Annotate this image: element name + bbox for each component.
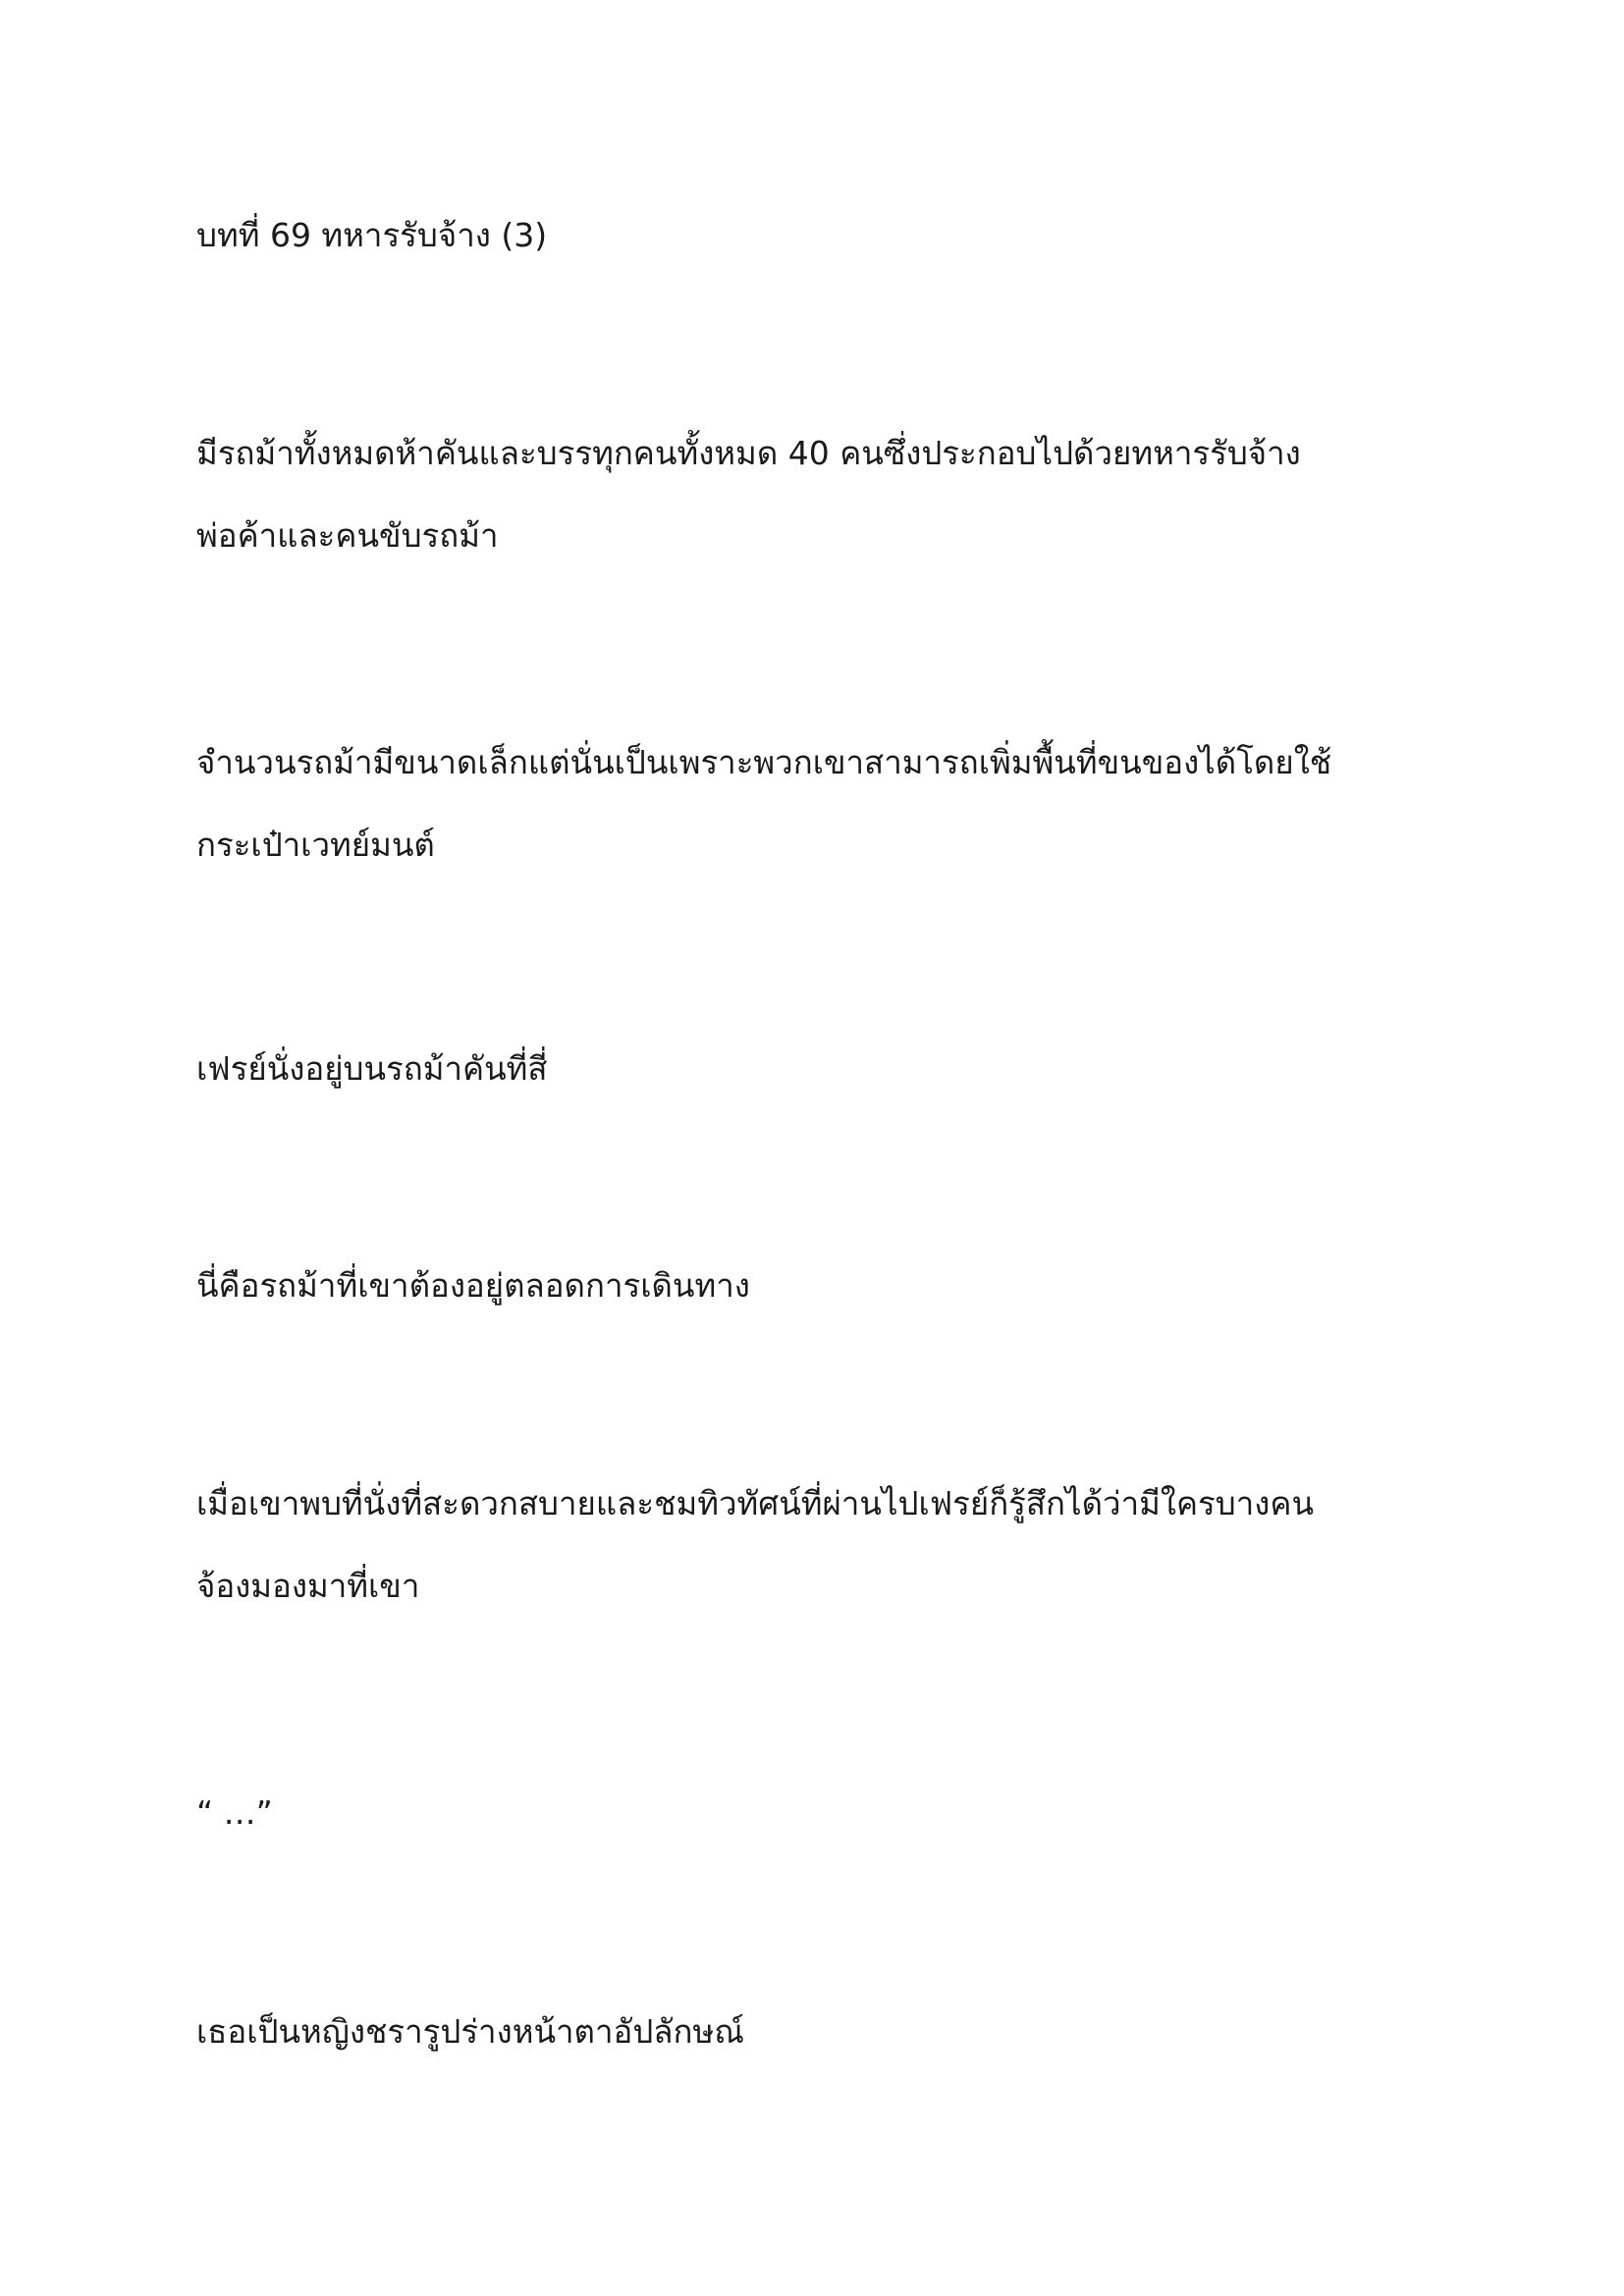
paragraph-4 xyxy=(196,1245,1404,1327)
paragraph-5 xyxy=(196,1463,1404,1628)
paragraph-line: เมื่อเขาพบที่นั่งที่สะดวกสบายและชมทิวทัศน์ที่ผ่านไปเฟรย์ก็รู้สึกได้ว่ามีใครบางคน xyxy=(196,1484,1315,1522)
paragraph-3 xyxy=(196,1028,1404,1110)
paragraph-line: พ่อค้าและคนขับรถม้า xyxy=(196,516,499,555)
paragraph-line: นี่คือรถม้าที่เขาต้องอยู่ตลอดการเดินทาง xyxy=(196,1266,750,1305)
chapter-title xyxy=(196,194,1404,277)
paragraph-6-ellipsis-quote xyxy=(196,1772,1404,1854)
paragraph-line: มีรถม้าทั้งหมดห้าคันและบรรทุกคนทั้งหมด 40 คนซึ่งประกอบไปด้วยทหารรับจ้าง xyxy=(196,434,1301,472)
paragraph-line: “ …” xyxy=(196,1793,273,1832)
paragraph-7 xyxy=(196,1991,1404,2073)
paragraph-line: กระเป๋าเวทย์มนต์ xyxy=(196,826,435,864)
paragraph-line: เฟรย์นั่งอยู่บนรถม้าคันที่สี่ xyxy=(196,1049,548,1088)
chapter-title-text: บทที่ 69 ทหารรับจ้าง (3) xyxy=(196,216,548,254)
paragraph-line: เธอเป็นหญิงชรารูปร่างหน้าตาอัปลักษณ์ xyxy=(196,2012,744,2051)
paragraph-line: จ้องมองมาที่เขา xyxy=(196,1567,420,1605)
paragraph-1 xyxy=(196,412,1404,577)
paragraph-2 xyxy=(196,721,1404,886)
paragraph-line: จำนวนรถม้ามีขนาดเล็กแต่นั่นเป็นเพราะพวกเขาสามารถเพิ่มพื้นที่ขนของได้โดยใช้ xyxy=(196,743,1332,781)
